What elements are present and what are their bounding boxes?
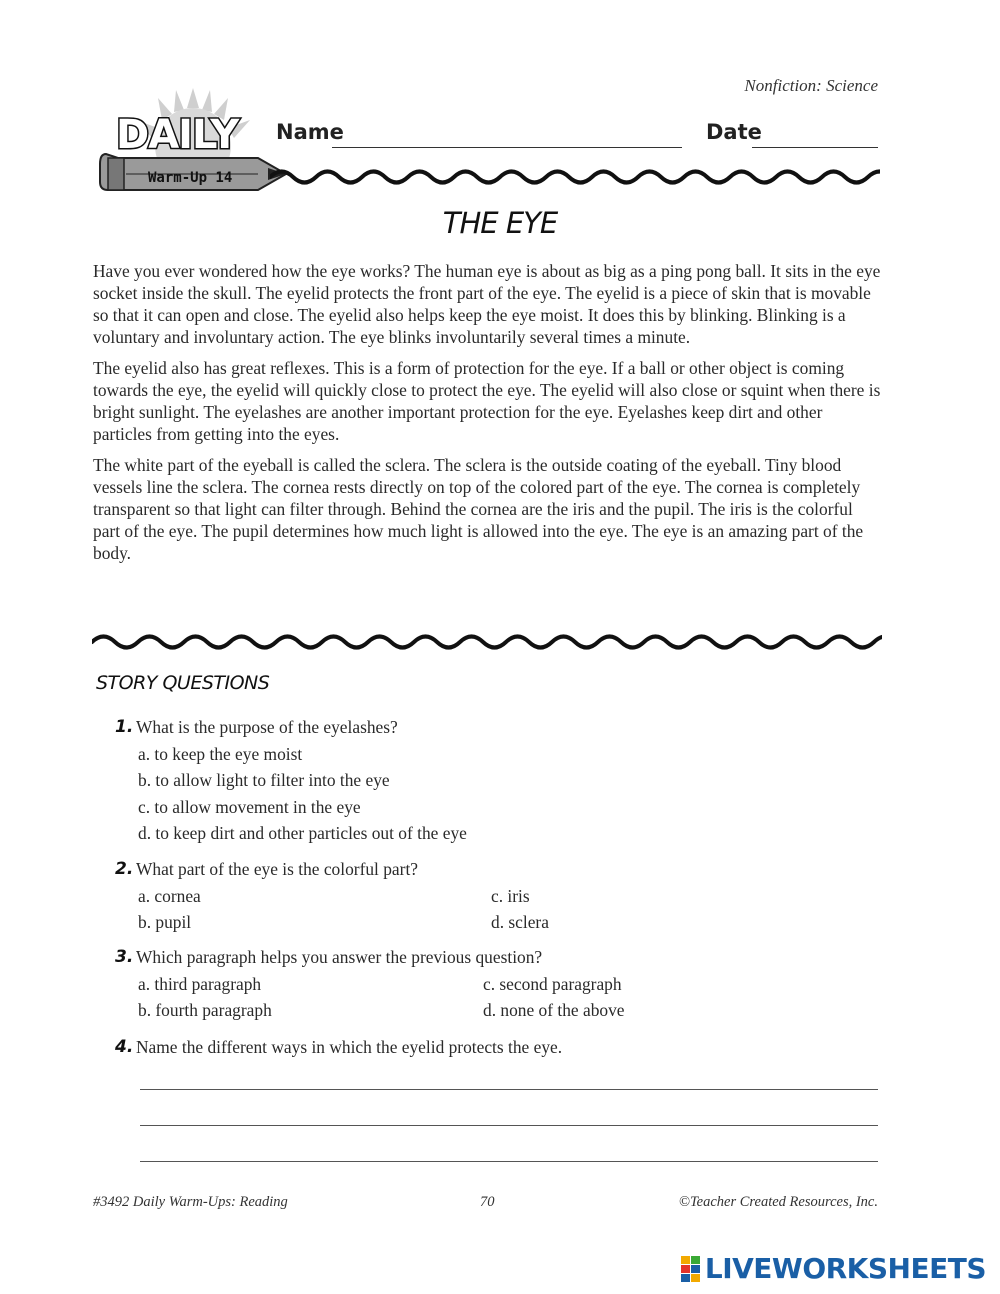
date-field[interactable] [752,147,878,148]
answer-option[interactable]: a. cornea [138,886,201,906]
answer-option[interactable]: d. to keep dirt and other particles out of the eye [138,823,467,843]
story-questions-heading: STORY QUESTIONS [96,672,270,694]
answer-option[interactable]: c. second paragraph [483,974,622,994]
answer-line[interactable] [140,1161,878,1162]
answer-option[interactable]: d. none of the above [483,1000,625,1020]
liveworksheets-text: LIVEWORKSHEETS [704,1252,986,1285]
answer-option[interactable]: c. to allow movement in the eye [138,797,361,817]
footer-copyright: ©Teacher Created Resources, Inc. [678,1194,878,1210]
date-label: Date [706,120,762,144]
liveworksheets-watermark [681,1253,986,1285]
paragraph-1: Have you ever wondered how the eye works? The human eye is about as big as a ping pong ball. It sits in the eye socket inside the skull. The eyelid protects the front part of the eye. The eyelid is a piece of skin that is movable so that it can open and close. The eyelid also helps keep the eye moist. It does this by blinking. Blinking is a voluntary and involuntary action. The eye blinks involuntarily several times a minute. [93,261,881,347]
answer-option[interactable]: a. to keep the eye moist [138,744,303,764]
answer-option[interactable]: b. to allow light to filter into the eye [138,770,390,790]
answer-option[interactable]: b. fourth paragraph [138,1000,272,1020]
question-text: What is the purpose of the eyelashes? [136,717,398,737]
question-number: 4. [115,1037,134,1057]
liveworksheets-logo-icon [681,1256,701,1282]
name-field[interactable] [332,147,682,148]
question-text: Name the different ways in which the eyelid protects the eye. [136,1037,563,1057]
logo-subtitle: Warm-Up 14 [148,170,233,186]
footer-page-number: 70 [480,1194,495,1210]
paragraph-2: The eyelid also has great reflexes. This is a form of protection for the eye. If a ball or other object is coming towards the eye, the eyelid will quickly close to protect the eye. The eyelid will also close or squint when there is bright sunlight. The eyelashes are another important protection for the eye. Eyelashes keep dirt and other particles from getting into the eyes. [93,358,881,444]
question-number: 1. [115,717,134,737]
answer-option[interactable]: a. third paragraph [138,974,262,994]
page-title: THE EYE [442,206,558,240]
logo-word: DAILY [116,112,239,158]
question-number: 2. [115,859,134,879]
footer-book-title: #3492 Daily Warm-Ups: Reading [93,1194,288,1210]
top-wave-divider [270,160,880,190]
answer-option[interactable]: d. sclera [491,912,549,932]
question-text: What part of the eye is the colorful part? [136,859,418,879]
daily-warm-up-logo [98,84,288,196]
question-text: Which paragraph helps you answer the previous question? [136,947,543,967]
answer-option[interactable]: b. pupil [138,912,192,932]
middle-wave-divider [92,628,882,656]
question-number: 3. [115,947,134,967]
paragraph-3: The white part of the eyeball is called the sclera. The sclera is the outside coating of the eyeball. Tiny blood vessels line the sclera. The cornea rests directly on top of the colored part of the eye. The cornea is completely transparent so that light can filter through. Behind the cornea are the iris and the pupil. The iris is the colorful part of the eye. The pupil determines how much light is allowed into the eye. The eye is an amazing part of the body. [93,455,864,563]
name-label: Name [276,120,344,144]
answer-line[interactable] [140,1125,878,1126]
answer-line[interactable] [140,1089,878,1090]
category-label: Nonfiction: Science [744,76,878,95]
answer-option[interactable]: c. iris [491,886,530,906]
reading-passage [93,260,883,573]
